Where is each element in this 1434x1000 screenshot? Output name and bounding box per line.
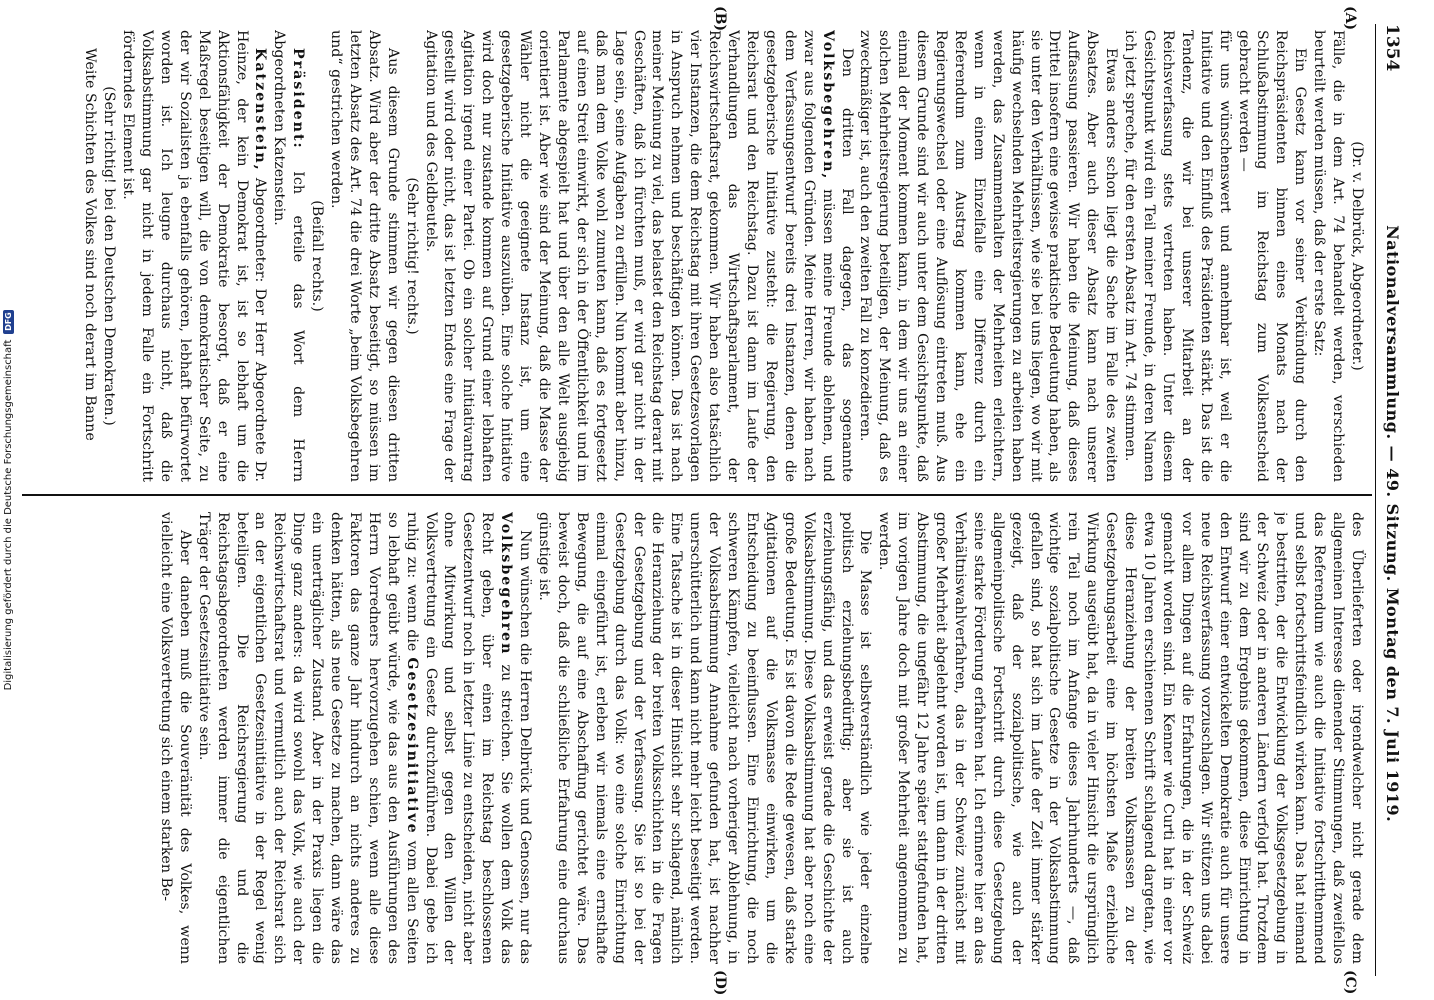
paragraph: Weite Schichten des Volkes sind noch derart im Banne [82,48,99,441]
emphasis: Gesetzesinitiative [403,657,420,835]
page-title: Nationalversammlung. — 49. Sitzung. Montag den 7. Juli 1919. [1383,225,1402,823]
dfg-credit-text: Digitalisierung gefördert durch die Deutsche Forschungsgemeinschaft [2,339,14,691]
interjection: (Beifall rechts.) [309,200,326,312]
speaker-name: Katzenstein, [252,48,269,172]
paragraph: Etwas anders schon liegt die Sache im Falle des zweiten Absatzes. Aber auch dieser Absatz kann nach unserer Auffassung passieren. Wir haben die Meinung, daß dieses Drittel insofern eine gewisse praktische Bedeutung haben, als sie unter den Verhältnissen, wie sie bei uns liegen, wo wir mit häufig wechselnden Mehrheitsregierungen zu arbeiten haben werden, das Zusammenhalten der Mehrheiten erleichtern, wenn in einem Einzelfalle eine Differenz durch ein Referendum zum Austrag kommen kann, ehe ein Regierungswechsel oder eine Auflösung eintreten muß. Aus diesem Grunde sind wir auch unter dem Gesichtspunkte, daß einmal der Moment kommen kann, in dem wir uns an einer solchen Mehrheitsregierung beteiligen, der Meinung, daß es zweckmäßiger ist, auch den zweiten Fall zu konzedieren. [857,30,1120,482]
emphasis: Volksbegehren [498,512,515,656]
paragraph: Nun wünschen die Herren Delbrück und Genossen, nur das Volksbegehren zu streichen. Sie wollen dem Volk das Recht geben, über einen im Reichstag beschlossenen Gesetzentwurf noch in letzter Linie zu entscheiden, nicht aber ohne Mitwirkung und selbst gegen den Willen der Volksvertretung ein Gesetz durchzuführen. Dabei gebe ich ruhig zu: wenn die Gesetzesinitiative vom allen Seiten so lebhaft geübt würde, wie das aus den Ausführungen des Herrn Vorredners hervorzugehen schien, wenn alle diese Faktoren das ganze Jahr hindurch an nichts anderes zu denken hätten, als neue Gesetze zu machen, dann wäre das ein unerträglicher Zustand. Aber in der Praxis liegen die Dinge ganz anders: da wird sowohl das Volk, wie auch der Reichswirtschaftsrat und vermutlich auch der Reichsrat sich an der eigentlichen Gesetzesinitiative in der Regel wenig beteiligen. Die Reichsregierung und die Reichstagsabgeordneten werden immer die eigentlichen Träger der Gesetzesinitiative sein. [195,512,534,964]
page-header [1375,24,1402,976]
column-divider [22,494,1372,496]
quoted-paragraph: Ein Gesetz kann vor seiner Verkündung durch den Reichspräsidenten binnen eines Monats nach der Schlußabstimmung im Reichstag zum Volksentscheid gebracht werden — [1235,30,1309,482]
margin-marker-c: (C) [1342,970,1358,995]
right-column [26,512,1366,964]
dfg-logo: DFG [3,310,14,334]
speaker-note: (Dr. v. Delbrück, Abgeordneter.) [1349,141,1365,371]
emphasis: Volksbegehren, [819,30,836,181]
footer-strip [0,0,16,1000]
margin-marker-b: (B) [712,6,728,32]
speaker-name: Präsident: [290,48,307,150]
margin-marker-d: (D) [712,970,728,996]
paragraph: Aber daneben muß die Souveränität des Volkes, wenn vielleicht eine Volksvertretung sich einem starken Be- [157,512,193,964]
paragraph: Den dritten Fall dagegen, das sogenannte Volksbegehren, müssen meine Freunde ablehnen, und zwar aus folgenden Gründen. Meine Herren, wir haben nach dem Verfassungsentwurf bereits drei Instanzen, denen die gesetzgeberische Initiative zusteht: die Regierung, den Reichsrat und den Reichstag. Dazu ist dann im Laufe der Verhandlungen das Wirtschaftsparlament, der Reichswirtschaftsrat, gekommen. Wir haben also tatsächlich vier Instanzen, die dem Reichstag mit ihren Gesetzesvorlagen in Anspruch nehmen und beschäftigen können. Das ist nach meiner Meinung zu viel, das belastet den Reichstag derart mit Geschäften, daß ich fürchten muß, er wird gar nicht in der Lage sein, seine Aufgaben zu erfüllen. Nun kommt aber hinzu, daß man dem Volke wohl zumuten kann, daß es fortgesetzt auf einen Streit einwirkt, der sich in der Öffentlichkeit und im Parlamente abgespielt hat und über den alle Welt ausgiebig orientiert ist. Aber wie sind der Meinung, daß die Masse der Wähler nicht die geeignete Instanz ist, um eine gesetzgeberische Initiative auszuüben. Eine solche Initiative wird doch nur zustande kommen auf Grund einer lebhaften Agitation irgend einer Partei. Ob ein solcher Initiativantrag gestellt wird oder nicht, das ist letzten Endes eine Frage der Agitation und des Geldbeutels. [422,30,855,482]
page-number: 1354 [1382,24,1402,72]
paragraph: des Überlieferten oder irgendwelcher nicht gerade dem allgemeinen Interesse dienender Stimmungen, daß zweifellos das Referendum wie auch die Initiative fortschritthemmend und selbst fortschrittsfeindlich wirken kann. Das hat niemand je bestritten, der die Entwicklung der Volksgesetzgebung in der Schweiz oder in anderen Ländern verfolgt hat. Trotzdem sind wir zu dem Ergebnis gekommen, diese Einrichtung in den Entwurf einer entwickelten Demokratie auch für unsere neue Reichsverfassung vorzuschlagen. Wir stützen uns dabei vor allem Dingen auf die Erfahrungen, die in der Schweiz gemacht worden sind. Ein Kenner wie Curti hat in einer vor etwa 10 Jahren erschienenen Schrift schlagend dargetan, wie diese Heranziehung der breiten Volksmassen zu der Gesetzgebungsarbeit eine im höchsten Maße erziehliche Wirkung ausgeübt hat, da in vieler Hinsicht die ursprünglich rein Teil noch im Anfange dieses Jahrhunderts —, daß wichtige sozialpolitische Gesetze in der Volksabstimmung gefallen sind, so hat sich im Laufe der Zeit immer stärker gezeigt, daß der sozialpolitische, wie auch der allgemeinpolitische Fortschritt durch diese Gesetzgebung seine starke Förderung erfahren hat. Ich erinnere hier an das Verhältniswahlverfahren, das in der Schweiz zunächst mit großer Mehrheit abgelehnt worden ist, um dann in der dritten Abstimmung, die ungefähr 12 Jahre später stattgefunden hat, im vorigen Jahre doch mit großer Mehrheit angenommen zu werden. [876,512,1365,964]
margin-marker-a: (A) [1342,6,1358,31]
left-column [26,30,1366,482]
paragraph: Katzenstein, Abgeordneter: Der Herr Abgeordnete Dr. Heinze, der kein Demokrat ist, ist so lebhaft um die Aktionsfähigkeit der Demokratie besorgt, daß er eine Maßregel beseitigen will, die von demokratischer Seite, zu der wir Sozialisten ja ebenfalls gehören, lebhaft befürwortet worden ist. Ich leugne durchaus nicht, daß die Volksabstimmung gar nicht in jedem Falle ein Fortschritt förderndes Element ist. [120,30,269,482]
paragraph: Präsident: Ich erteile das Wort dem Herrn Abgeordneten Katzenstein. [271,30,307,482]
interjection: (Sehr richtig! rechts.) [403,177,420,335]
paragraph: Aus diesem Grunde stimmen wir gegen diesen dritten Absatz. Wird aber der dritte Absatz beseitigt, so müssen im letzten Absatz des Art. 74 die drei Worte „beim Volksbegehren und“ gestrichen werden. [328,30,401,482]
paragraph: Fälle, die in dem Art. 74 behandelt werden, verschieden beurteilt werden müssen, daß der erste Satz: [1311,30,1347,482]
interjection: (Sehr richtig! bei den Deutschen Demokraten.) [101,86,118,426]
paragraph: für uns wünschenswert und annehmbar ist, weil er die Initiative und den Einfluß des Präsidenten stärkt. Das ist die Tendenz, die wir bei unserer Mitarbeit an der Reichsverfassung stets vertreten haben. Unter diesem Gesichtspunkt wird ein Teil meiner Freunde, in deren Namen ich jetzt spreche, für den ersten Absatz im Art. 74 stimmen. [1122,30,1233,482]
paragraph: Die Masse ist selbstverständlich wie jeder einzelne politisch erziehungsbedürftig; aber sie ist auch erziehungsfähig, und das erweist gerade die Geschichte der Volksabstimmung. Diese Volksabstimmung hat aber noch eine große Bedeutung. Es ist davon die Rede gewesen, daß starke Agitationen auf die Volksmasse einwirken, um die Entscheidung zu beeinflussen. Eine Einrichtung, die noch schweren Kämpfen, vielleicht nach vorheriger Ablehnung, in der Volksabstimmung Annahme gefunden hat, ist nachher unerschütterlich und kann nicht mehr leicht beseitigt werden. Eine Tatsache ist in dieser Hinsicht sehr schlagend, nämlich die Heranziehung der breiten Volksschichten in die Fragen der Gesetzgebung und der Verfassung. Sie ist so bei der Gesetzgebung durch das Volk: wo eine solche Einrichtung einmal eingeführt ist, erleben wir niemals eine ernsthafte Bewegung, die auf eine Abschaffung gerichtet wäre. Das beweist doch, daß die schließliche Erfahrung eine durchaus günstige ist. [536,512,874,964]
